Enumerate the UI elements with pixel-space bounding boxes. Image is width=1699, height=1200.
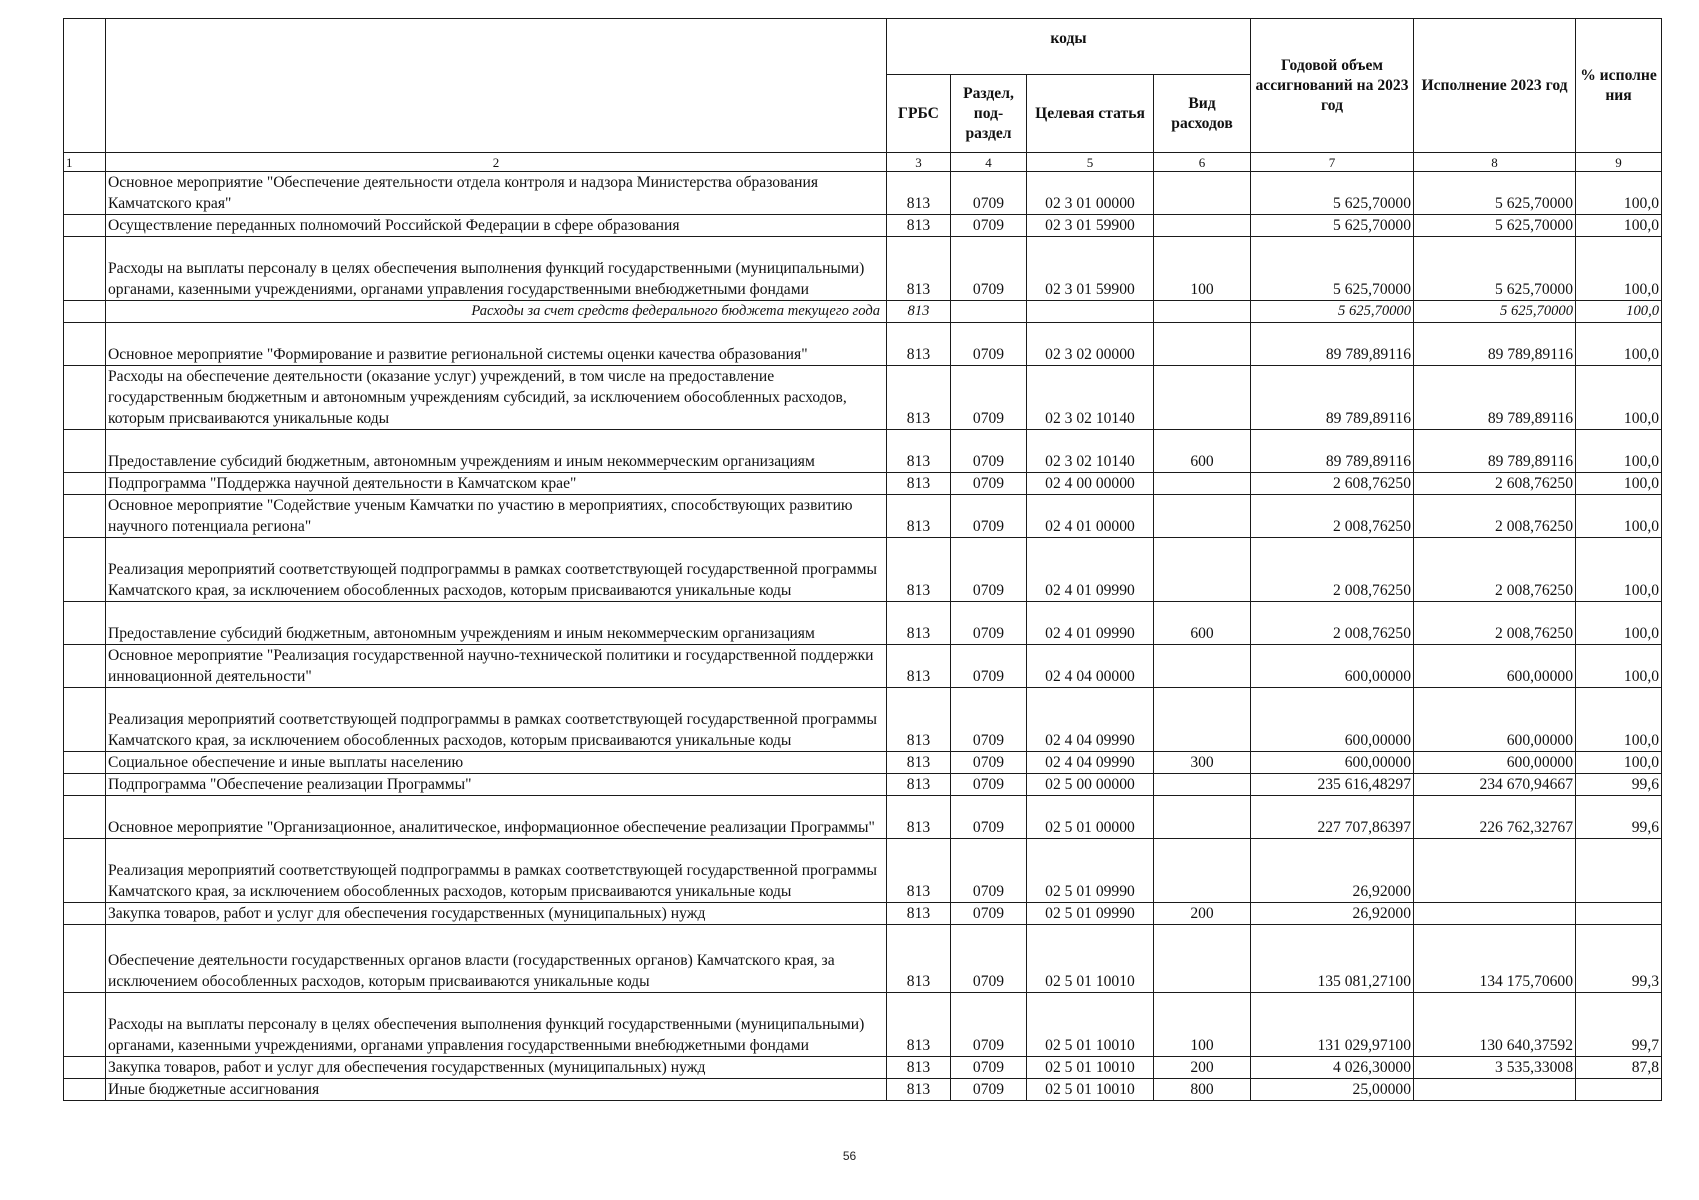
row-blank-cell xyxy=(64,495,106,538)
row-percent xyxy=(1576,903,1662,925)
row-name: Закупка товаров, работ и услуг для обеспечения государственных (муниципальных) нужд xyxy=(106,903,887,925)
row-execution: 226 762,32767 xyxy=(1414,796,1576,839)
table-row xyxy=(64,925,1662,993)
table-row xyxy=(64,774,1662,796)
row-name: Реализация мероприятий соответствующей подпрограммы в рамках соответствующей государственной программы Камчатского края, за исключением обособленных расходов, которым присваиваются уникальные коды xyxy=(106,688,887,752)
row-section: 0709 xyxy=(951,172,1027,215)
row-percent: 100,0 xyxy=(1576,752,1662,774)
row-blank-cell xyxy=(64,323,106,366)
row-expense-type xyxy=(1154,688,1251,752)
row-target-article: 02 3 02 00000 xyxy=(1027,323,1154,366)
header-codes: коды xyxy=(887,19,1251,75)
row-execution xyxy=(1414,1079,1576,1101)
header-execution: Исполнение 2023 год xyxy=(1414,19,1576,153)
row-target-article: 02 5 01 00000 xyxy=(1027,796,1154,839)
row-annual-allocation: 5 625,70000 xyxy=(1251,301,1414,323)
row-expense-type xyxy=(1154,796,1251,839)
row-name: Основное мероприятие "Реализация государственной научно-технической политики и государственной поддержки инновационной деятельности" xyxy=(106,645,887,688)
row-blank-cell xyxy=(64,688,106,752)
row-section: 0709 xyxy=(951,538,1027,602)
row-execution: 3 535,33008 xyxy=(1414,1057,1576,1079)
row-blank-cell xyxy=(64,774,106,796)
row-target-article: 02 4 04 09990 xyxy=(1027,752,1154,774)
row-target-article: 02 3 02 10140 xyxy=(1027,430,1154,473)
row-percent: 99,7 xyxy=(1576,993,1662,1057)
row-execution: 5 625,70000 xyxy=(1414,237,1576,301)
row-percent: 99,6 xyxy=(1576,774,1662,796)
row-name: Основное мероприятие "Содействие ученым Камчатки по участию в мероприятиях, способствующих развитию научного потенциала региона" xyxy=(106,495,887,538)
column-number: 6 xyxy=(1154,153,1251,172)
column-number: 7 xyxy=(1251,153,1414,172)
row-section: 0709 xyxy=(951,645,1027,688)
row-expense-type xyxy=(1154,215,1251,237)
row-name: Осуществление переданных полномочий Российской Федерации в сфере образования xyxy=(106,215,887,237)
table-row xyxy=(64,323,1662,366)
row-execution: 600,00000 xyxy=(1414,645,1576,688)
row-percent: 100,0 xyxy=(1576,473,1662,495)
row-expense-type: 800 xyxy=(1154,1079,1251,1101)
row-execution: 5 625,70000 xyxy=(1414,301,1576,323)
row-blank-cell xyxy=(64,645,106,688)
row-execution: 2 008,76250 xyxy=(1414,495,1576,538)
row-annual-allocation: 2 008,76250 xyxy=(1251,538,1414,602)
table-row-federal-budget xyxy=(64,301,1662,323)
row-name: Расходы на выплаты персоналу в целях обеспечения выполнения функций государственными (муниципальными) органами, казенными учреждениями, органами управления государственными внебюджетными фондами xyxy=(106,237,887,301)
budget-execution-table xyxy=(63,18,1662,1101)
row-section: 0709 xyxy=(951,215,1027,237)
row-section: 0709 xyxy=(951,495,1027,538)
row-execution: 89 789,89116 xyxy=(1414,430,1576,473)
row-annual-allocation: 600,00000 xyxy=(1251,752,1414,774)
row-grbs: 813 xyxy=(887,688,951,752)
row-grbs: 813 xyxy=(887,366,951,430)
row-expense-type xyxy=(1154,645,1251,688)
row-grbs: 813 xyxy=(887,1057,951,1079)
row-grbs: 813 xyxy=(887,215,951,237)
table-row xyxy=(64,1057,1662,1079)
row-name: Реализация мероприятий соответствующей подпрограммы в рамках соответствующей государственной программы Камчатского края, за исключением обособленных расходов, которым присваиваются уникальные коды xyxy=(106,839,887,903)
row-name: Иные бюджетные ассигнования xyxy=(106,1079,887,1101)
header-expense-type: Вид расходов xyxy=(1154,75,1251,153)
row-annual-allocation: 227 707,86397 xyxy=(1251,796,1414,839)
row-grbs: 813 xyxy=(887,925,951,993)
row-expense-type xyxy=(1154,839,1251,903)
row-section: 0709 xyxy=(951,752,1027,774)
table-row xyxy=(64,993,1662,1057)
row-annual-allocation: 5 625,70000 xyxy=(1251,215,1414,237)
row-expense-type: 100 xyxy=(1154,993,1251,1057)
row-name: Подпрограмма "Поддержка научной деятельности в Камчатском крае" xyxy=(106,473,887,495)
row-blank-cell xyxy=(64,430,106,473)
row-annual-allocation: 2 008,76250 xyxy=(1251,495,1414,538)
row-execution: 89 789,89116 xyxy=(1414,366,1576,430)
row-expense-type xyxy=(1154,172,1251,215)
row-name: Расходы за счет средств федерального бюджета текущего года xyxy=(106,301,887,323)
row-execution xyxy=(1414,903,1576,925)
table-row xyxy=(64,237,1662,301)
row-percent: 100,0 xyxy=(1576,366,1662,430)
row-expense-type xyxy=(1154,538,1251,602)
row-percent: 100,0 xyxy=(1576,215,1662,237)
row-percent: 100,0 xyxy=(1576,602,1662,645)
row-annual-allocation: 135 081,27100 xyxy=(1251,925,1414,993)
row-expense-type: 600 xyxy=(1154,602,1251,645)
row-target-article: 02 4 04 00000 xyxy=(1027,645,1154,688)
row-expense-type: 200 xyxy=(1154,1057,1251,1079)
row-blank-cell xyxy=(64,538,106,602)
row-section: 0709 xyxy=(951,1057,1027,1079)
row-percent: 100,0 xyxy=(1576,645,1662,688)
row-name: Основное мероприятие "Организационное, аналитическое, информационное обеспечение реализации Программы" xyxy=(106,796,887,839)
header-blank-cell-2 xyxy=(106,19,887,153)
row-percent: 100,0 xyxy=(1576,430,1662,473)
row-target-article: 02 5 00 00000 xyxy=(1027,774,1154,796)
table-row xyxy=(64,796,1662,839)
row-grbs: 813 xyxy=(887,602,951,645)
column-number: 8 xyxy=(1414,153,1576,172)
row-blank-cell xyxy=(64,839,106,903)
column-number: 4 xyxy=(951,153,1027,172)
row-name: Предоставление субсидий бюджетным, автономным учреждениям и иным некоммерческим организациям xyxy=(106,602,887,645)
row-target-article: 02 3 01 00000 xyxy=(1027,172,1154,215)
row-percent: 100,0 xyxy=(1576,237,1662,301)
table-body xyxy=(64,153,1662,1101)
row-annual-allocation: 131 029,97100 xyxy=(1251,993,1414,1057)
row-blank-cell xyxy=(64,172,106,215)
row-name: Подпрограмма "Обеспечение реализации Программы" xyxy=(106,774,887,796)
row-annual-allocation: 2 008,76250 xyxy=(1251,602,1414,645)
row-percent xyxy=(1576,1079,1662,1101)
row-section: 0709 xyxy=(951,366,1027,430)
row-execution: 5 625,70000 xyxy=(1414,215,1576,237)
row-target-article: 02 4 01 09990 xyxy=(1027,602,1154,645)
header-section: Раздел, под-раздел xyxy=(951,75,1027,153)
row-name: Обеспечение деятельности государственных органов власти (государственных органов) Камчатского края, за исключением обособленных расходов, которым присваиваются уникальные коды xyxy=(106,925,887,993)
column-number: 1 xyxy=(64,153,106,172)
row-section: 0709 xyxy=(951,430,1027,473)
row-name: Основное мероприятие "Формирование и развитие региональной системы оценки качества образования" xyxy=(106,323,887,366)
row-grbs: 813 xyxy=(887,993,951,1057)
row-name: Основное мероприятие "Обеспечение деятельности отдела контроля и надзора Министерства образования Камчатского края" xyxy=(106,172,887,215)
row-section: 0709 xyxy=(951,688,1027,752)
row-annual-allocation: 2 608,76250 xyxy=(1251,473,1414,495)
row-expense-type xyxy=(1154,366,1251,430)
row-execution: 2 608,76250 xyxy=(1414,473,1576,495)
row-name: Расходы на выплаты персоналу в целях обеспечения выполнения функций государственными (муниципальными) органами, казенными учреждениями, органами управления государственными внебюджетными фондами xyxy=(106,993,887,1057)
table-row xyxy=(64,172,1662,215)
table-row xyxy=(64,645,1662,688)
row-grbs: 813 xyxy=(887,752,951,774)
row-execution: 2 008,76250 xyxy=(1414,602,1576,645)
table-row xyxy=(64,538,1662,602)
row-target-article: 02 5 01 10010 xyxy=(1027,1057,1154,1079)
row-blank-cell xyxy=(64,752,106,774)
row-execution: 134 175,70600 xyxy=(1414,925,1576,993)
row-section: 0709 xyxy=(951,993,1027,1057)
header-grbs: ГРБС xyxy=(887,75,951,153)
row-percent: 99,6 xyxy=(1576,796,1662,839)
row-expense-type xyxy=(1154,301,1251,323)
row-grbs: 813 xyxy=(887,1079,951,1101)
column-number: 5 xyxy=(1027,153,1154,172)
row-blank-cell xyxy=(64,366,106,430)
table-row xyxy=(64,430,1662,473)
row-annual-allocation: 89 789,89116 xyxy=(1251,430,1414,473)
row-annual-allocation: 5 625,70000 xyxy=(1251,172,1414,215)
table-row xyxy=(64,215,1662,237)
row-percent: 100,0 xyxy=(1576,172,1662,215)
header-percent: % исполне ния xyxy=(1576,19,1662,153)
row-annual-allocation: 89 789,89116 xyxy=(1251,323,1414,366)
row-section: 0709 xyxy=(951,796,1027,839)
row-grbs: 813 xyxy=(887,323,951,366)
row-blank-cell xyxy=(64,993,106,1057)
row-grbs: 813 xyxy=(887,903,951,925)
table-row xyxy=(64,688,1662,752)
row-name: Реализация мероприятий соответствующей подпрограммы в рамках соответствующей государственной программы Камчатского края, за исключением обособленных расходов, которым присваиваются уникальные коды xyxy=(106,538,887,602)
row-percent: 100,0 xyxy=(1576,538,1662,602)
row-target-article: 02 5 01 09990 xyxy=(1027,839,1154,903)
column-number: 2 xyxy=(106,153,887,172)
table-row xyxy=(64,839,1662,903)
header-annual-allocation: Годовой объем ассигнований на 2023 год xyxy=(1251,19,1414,153)
row-target-article: 02 5 01 09990 xyxy=(1027,903,1154,925)
row-percent: 100,0 xyxy=(1576,495,1662,538)
column-number-row xyxy=(64,153,1662,172)
table-row xyxy=(64,903,1662,925)
row-grbs: 813 xyxy=(887,430,951,473)
row-section: 0709 xyxy=(951,323,1027,366)
row-execution: 89 789,89116 xyxy=(1414,323,1576,366)
row-percent: 87,8 xyxy=(1576,1057,1662,1079)
row-annual-allocation: 26,92000 xyxy=(1251,839,1414,903)
row-section: 0709 xyxy=(951,237,1027,301)
row-blank-cell xyxy=(64,215,106,237)
row-section: 0709 xyxy=(951,903,1027,925)
row-expense-type xyxy=(1154,774,1251,796)
row-percent xyxy=(1576,839,1662,903)
row-target-article: 02 3 01 59900 xyxy=(1027,237,1154,301)
row-target-article: 02 3 02 10140 xyxy=(1027,366,1154,430)
column-number: 9 xyxy=(1576,153,1662,172)
row-expense-type xyxy=(1154,495,1251,538)
row-grbs: 813 xyxy=(887,796,951,839)
row-percent: 99,3 xyxy=(1576,925,1662,993)
row-percent: 100,0 xyxy=(1576,688,1662,752)
row-expense-type: 600 xyxy=(1154,430,1251,473)
row-execution: 600,00000 xyxy=(1414,688,1576,752)
row-expense-type: 200 xyxy=(1154,903,1251,925)
table-row xyxy=(64,366,1662,430)
row-blank-cell xyxy=(64,796,106,839)
row-percent: 100,0 xyxy=(1576,323,1662,366)
row-target-article: 02 5 01 10010 xyxy=(1027,1079,1154,1101)
table-row xyxy=(64,1079,1662,1101)
row-blank-cell xyxy=(64,1057,106,1079)
row-grbs: 813 xyxy=(887,301,951,323)
row-section: 0709 xyxy=(951,925,1027,993)
row-blank-cell xyxy=(64,237,106,301)
table-row xyxy=(64,473,1662,495)
row-section: 0709 xyxy=(951,473,1027,495)
page-number: 56 xyxy=(842,1149,857,1163)
row-grbs: 813 xyxy=(887,839,951,903)
row-execution: 5 625,70000 xyxy=(1414,172,1576,215)
row-section: 0709 xyxy=(951,839,1027,903)
table-row xyxy=(64,752,1662,774)
table-header xyxy=(64,19,1662,153)
row-name: Предоставление субсидий бюджетным, автономным учреждениям и иным некоммерческим организациям xyxy=(106,430,887,473)
row-section: 0709 xyxy=(951,1079,1027,1101)
row-execution xyxy=(1414,839,1576,903)
column-number: 3 xyxy=(887,153,951,172)
row-annual-allocation: 4 026,30000 xyxy=(1251,1057,1414,1079)
row-target-article: 02 5 01 10010 xyxy=(1027,993,1154,1057)
row-name: Закупка товаров, работ и услуг для обеспечения государственных (муниципальных) нужд xyxy=(106,1057,887,1079)
row-execution: 600,00000 xyxy=(1414,752,1576,774)
row-annual-allocation: 235 616,48297 xyxy=(1251,774,1414,796)
row-execution: 130 640,37592 xyxy=(1414,993,1576,1057)
row-name: Социальное обеспечение и иные выплаты населению xyxy=(106,752,887,774)
row-blank-cell xyxy=(64,903,106,925)
row-expense-type xyxy=(1154,473,1251,495)
row-grbs: 813 xyxy=(887,172,951,215)
row-target-article: 02 4 01 00000 xyxy=(1027,495,1154,538)
row-target-article: 02 4 04 09990 xyxy=(1027,688,1154,752)
row-section: 0709 xyxy=(951,602,1027,645)
row-name: Расходы на обеспечение деятельности (оказание услуг) учреждений, в том числе на предоставление государственным бюджетным и автономным учреждениям субсидий, за исключением обособленных расходов, которым присваиваются уникальные коды xyxy=(106,366,887,430)
row-annual-allocation: 5 625,70000 xyxy=(1251,237,1414,301)
table-row xyxy=(64,495,1662,538)
row-expense-type: 300 xyxy=(1154,752,1251,774)
row-grbs: 813 xyxy=(887,473,951,495)
row-section xyxy=(951,301,1027,323)
row-expense-type xyxy=(1154,925,1251,993)
row-blank-cell xyxy=(64,1079,106,1101)
row-execution: 2 008,76250 xyxy=(1414,538,1576,602)
header-target-article: Целевая статья xyxy=(1027,75,1154,153)
row-expense-type: 100 xyxy=(1154,237,1251,301)
row-expense-type xyxy=(1154,323,1251,366)
row-target-article: 02 3 01 59900 xyxy=(1027,215,1154,237)
row-annual-allocation: 600,00000 xyxy=(1251,688,1414,752)
row-annual-allocation: 600,00000 xyxy=(1251,645,1414,688)
row-grbs: 813 xyxy=(887,495,951,538)
row-blank-cell xyxy=(64,602,106,645)
row-grbs: 813 xyxy=(887,645,951,688)
row-execution: 234 670,94667 xyxy=(1414,774,1576,796)
row-annual-allocation: 26,92000 xyxy=(1251,903,1414,925)
row-target-article: 02 4 01 09990 xyxy=(1027,538,1154,602)
row-grbs: 813 xyxy=(887,237,951,301)
row-blank-cell xyxy=(64,301,106,323)
row-grbs: 813 xyxy=(887,538,951,602)
row-blank-cell xyxy=(64,925,106,993)
row-blank-cell xyxy=(64,473,106,495)
table-row xyxy=(64,602,1662,645)
row-target-article: 02 5 01 10010 xyxy=(1027,925,1154,993)
row-grbs: 813 xyxy=(887,774,951,796)
row-annual-allocation: 25,00000 xyxy=(1251,1079,1414,1101)
header-blank-cell-1 xyxy=(64,19,106,153)
row-percent: 100,0 xyxy=(1576,301,1662,323)
row-target-article xyxy=(1027,301,1154,323)
row-target-article: 02 4 00 00000 xyxy=(1027,473,1154,495)
row-section: 0709 xyxy=(951,774,1027,796)
row-annual-allocation: 89 789,89116 xyxy=(1251,366,1414,430)
